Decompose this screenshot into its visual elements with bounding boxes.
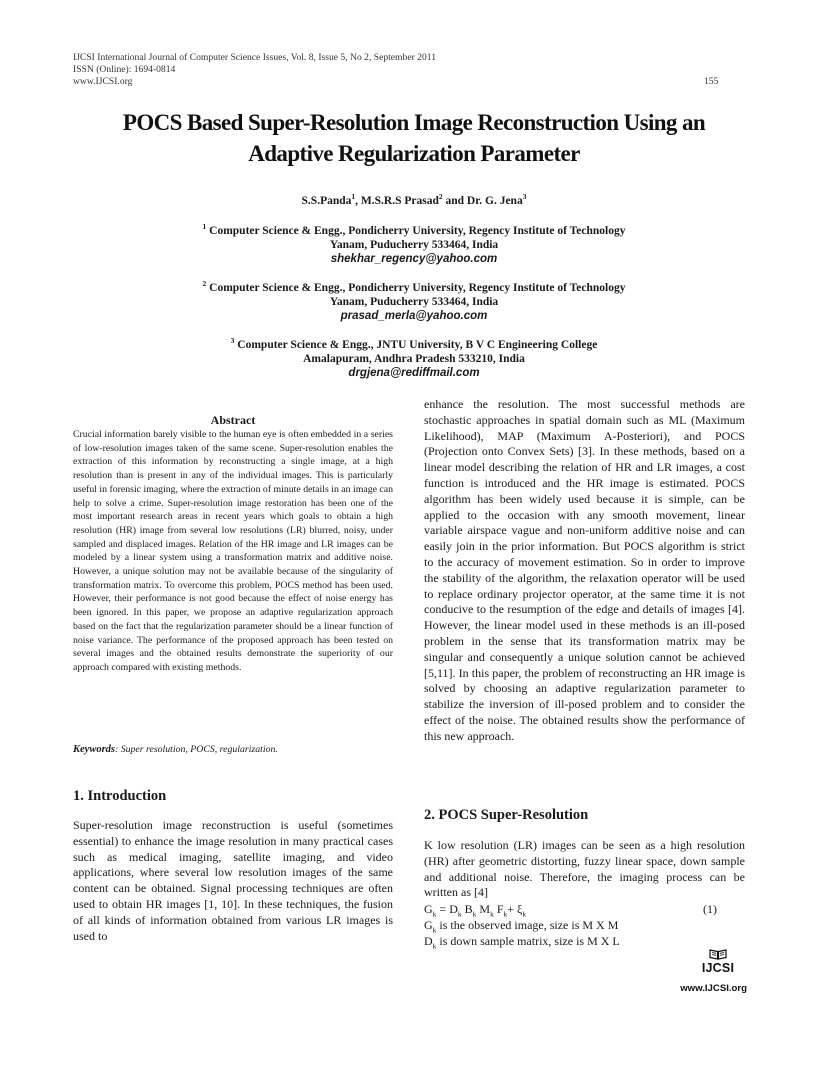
affiliation-3 xyxy=(60,338,768,380)
page-number: 155 xyxy=(704,76,719,87)
issn-line: ISSN (Online): 1694-0814 xyxy=(73,64,176,75)
affiliation-institution: Computer Science & Engg., Pondicherry University, Regency Institute of Technology xyxy=(209,225,626,237)
eq-sub: k xyxy=(522,909,527,919)
affiliation-sup: 2 xyxy=(202,279,207,289)
eq-symbol: B xyxy=(464,902,473,916)
affiliation-address: Amalapuram, Andhra Pradesh 533210, India xyxy=(303,353,525,365)
eq-sub: k xyxy=(490,909,494,919)
author-1: S.S.Panda xyxy=(301,195,352,207)
right-column-body: enhance the resolution. The most successful methods are stochastic approaches in spatial domain such as ML (Maximum Likelihood), MAP (Maximum A-Posteriori), and POCS (Projection onto Convex Sets) [3]. In these methods, based on a linear model describing the relation of HR and LR images, a cost function is introduced and the HR image is estimated. POCS algorithm has been widely used because it is simple, can be applied to the occasion with any smooth movement, linear variable airspace vague and non-uniform additive noise and can easily join in the prior information. But POCS algorithm is strict to the accuracy of movement estimation. So in order to improve the stability of the algorithm, the relaxation operator will be used to replace ordinary projector operator, at the same time it is not conducive to the resumption of the edge and details of images [4]. However, the linear model used in these methods is an ill-posed problem in the sense that its transformation matrix may be singular and consequently a unique solution cannot be achieved [5,11]. In this paper, the problem of reconstructing an HR image is solved by choosing an adaptive regularization parameter to stabilize the inversion of ill-posed problem and to consider the effect of the noise. The obtained results show the performance of this new approach. xyxy=(424,397,745,743)
eq-symbol: M xyxy=(479,902,491,916)
def-symbol: D xyxy=(424,934,433,948)
affiliation-1 xyxy=(60,224,768,266)
site-header: www.IJCSI.org xyxy=(73,76,133,87)
def-text: is the observed image, size is M X M xyxy=(436,918,619,932)
affiliation-sup: 1 xyxy=(202,222,207,232)
affiliation-2 xyxy=(60,281,768,323)
affiliation-email: prasad_merla@yahoo.com xyxy=(340,310,488,322)
eq-sub: k xyxy=(457,909,462,919)
equation-1 xyxy=(424,902,745,918)
eq-symbol: G xyxy=(424,902,433,916)
eq-symbol: ξ xyxy=(517,902,523,916)
journal-header: IJCSI International Journal of Computer Science Issues, Vol. 8, Issue 5, No 2, September 2011 xyxy=(73,52,436,63)
eq-sub: k xyxy=(432,909,437,919)
pocs-body: K low resolution (LR) images can be seen as a high resolution (HR) after geometric distorting, fuzzy linear space, down sample and additional noise. Therefore, the imaging process can be written as [4] xyxy=(424,838,745,900)
footer-site-url: www.IJCSI.org xyxy=(680,983,747,994)
pocs-heading: 2. POCS Super-Resolution xyxy=(424,807,589,823)
keywords-line xyxy=(73,744,393,755)
book-icon xyxy=(709,948,727,960)
eq-plus: + xyxy=(507,902,518,916)
ijcsi-logo xyxy=(690,948,746,975)
affiliation-email: shekhar_regency@yahoo.com xyxy=(330,253,498,265)
introduction-heading: 1. Introduction xyxy=(73,788,167,804)
def-text: is down sample matrix, size is M X L xyxy=(436,934,620,948)
author-3: Dr. G. Jena xyxy=(466,195,523,207)
keywords-text: : Super resolution, POCS, regularization. xyxy=(115,744,278,755)
affiliation-address: Yanam, Puducherry 533464, India xyxy=(329,239,499,251)
introduction-body: Super-resolution image reconstruction is useful (sometimes essential) to enhance the image resolution in many practical cases such as medical imaging, satellite imaging, and video applications, where several low resolution images of the same content can be obtained. Signal processing techniques are often used to obtain HR images [1, 10]. In these techniques, the fusion of all kinds of information obtained from various LR images is used to xyxy=(73,818,393,943)
affiliation-address: Yanam, Puducherry 533464, India xyxy=(329,296,499,308)
def-symbol: G xyxy=(424,918,433,932)
title-line-2: Adaptive Regularization Parameter xyxy=(248,141,580,166)
def-sub: k xyxy=(432,925,437,935)
author-1-sup: 1 xyxy=(351,192,356,202)
author-3-sup: 3 xyxy=(522,192,527,202)
eq-symbol: F xyxy=(496,902,504,916)
title-line-1: POCS Based Super-Resolution Image Reconstruction Using an xyxy=(122,110,706,135)
affiliation-sup: 3 xyxy=(230,336,235,346)
eq-symbol: D xyxy=(449,902,458,916)
affiliation-institution: Computer Science & Engg., Pondicherry University, Regency Institute of Technology xyxy=(209,282,626,294)
abstract-heading: Abstract xyxy=(210,413,256,427)
eq-sub: k xyxy=(503,909,508,919)
author-sep: and xyxy=(442,195,467,207)
author-sep: , xyxy=(355,195,361,207)
affiliation-email: drgjena@rediffmail.com xyxy=(348,367,480,379)
eq-sub: k xyxy=(472,909,477,919)
affiliation-institution: Computer Science & Engg., JNTU University, B V C Engineering College xyxy=(237,339,598,351)
abstract-body: Crucial information barely visible to the human eye is often embedded in a series of low-resolution images taken of the same scene. Super-resolution enables the extraction of this information by reconstructing a single image, at a high resolution than is present in any of the individual images. This is particularly useful in forensic imaging, where the extraction of minute details in an image can help to solve a crime. Super-resolution image restoration has been one of the most important research areas in recent years which goals to obtain a high resolution (HR) image from several low resolutions (LR) blurred, noisy, under sampled and displaced images. Relation of the HR image and LR images can be modeled by a linear system using a transformation matrix and additive noise. However, a unique solution may not be available because of the singularity of transformation matrix. To overcome this problem, POCS method has been used. However, their performance is not good because the effect of noise energy has been ignored. In this paper, we propose an adaptive regularization approach based on the fact that the regularization parameter should be a linear function of noise variance. The performance of the proposed approach has been tested on several images and the obtained results demonstrate the superiority of our approach compared with existing methods. xyxy=(73,429,393,673)
definition-gk xyxy=(424,918,745,934)
def-sub: k xyxy=(432,941,437,951)
keywords-label: Keywords xyxy=(73,744,115,755)
author-2-sup: 2 xyxy=(438,192,443,202)
paper-title xyxy=(60,107,768,169)
eq-equals: = xyxy=(436,902,450,916)
logo-text: IJCSI xyxy=(701,961,735,975)
author-list xyxy=(60,192,768,207)
author-2: M.S.R.S Prasad xyxy=(360,195,439,207)
equation-number: (1) xyxy=(703,902,717,916)
